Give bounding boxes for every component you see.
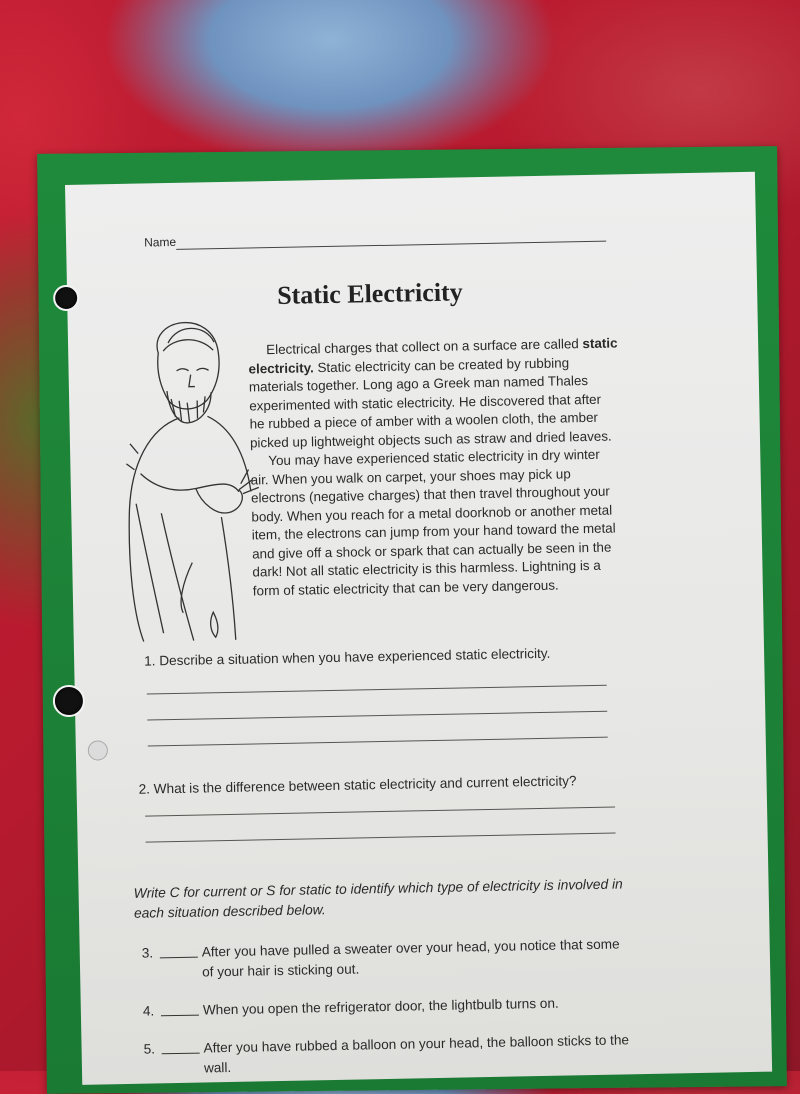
item-3	[142, 934, 663, 986]
binder-hole	[53, 685, 86, 718]
item-5	[143, 1030, 664, 1082]
item-text: When you open the refrigerator door, the lightbulb turns on.	[202, 995, 559, 1018]
item-number: 3.	[141, 945, 154, 961]
answer-line[interactable]	[147, 711, 607, 721]
item-text: After you have pulled a sweater over your head, you notice that some of your hair is sticking out.	[201, 936, 620, 980]
intro-text	[248, 334, 623, 600]
answer-blank[interactable]	[162, 1053, 200, 1055]
item-number: 5.	[143, 1041, 156, 1057]
answer-line[interactable]	[148, 737, 608, 747]
paragraph1-lead: Electrical charges that collect on a surface are called	[266, 336, 583, 358]
answer-blank[interactable]	[160, 957, 198, 959]
binder-hole	[53, 285, 79, 311]
answer-blank[interactable]	[161, 1015, 199, 1017]
paragraph1-rest: Static electricity can be created by rubbing materials together. Long ago a Greek man named Thales experimented with static electricity. He discovered that after he rubbed a piece of amber with a woolen cloth, the amber picked up lightweight objects such as straw and dried leaves.	[248, 354, 612, 450]
worksheet-page	[65, 172, 772, 1085]
answer-line[interactable]	[145, 807, 615, 817]
paragraph2: You may have experienced static electricity in dry winter air. When you walk on carpet, your shoes may pick up electrons (negative charges) that then travel throughout your body. When you reach for a metal doorknob or another metal item, the electrons can jump from your hand toward the metal and give off a shock or spark that can actually be seen in the dark! Not all static electricity is this harmless. Lightning is a form of static electricity that can be very dangerous.	[250, 446, 616, 598]
answer-line[interactable]	[146, 833, 616, 843]
binder-hole	[88, 740, 108, 760]
name-line[interactable]	[176, 241, 606, 250]
thales-illustration	[117, 311, 263, 644]
question-2: 2. What is the difference between static electricity and current electricity?	[138, 773, 577, 797]
instructions: Write C for current or S for static to identify which type of electricity is involved in each situation described below.	[133, 876, 623, 921]
paragraph1-bold-term: static electricity.	[248, 335, 618, 377]
item-number: 4.	[142, 1003, 155, 1019]
item-text: After you have rubbed a balloon on your head, the balloon sticks to the wall.	[203, 1032, 630, 1076]
question-1: 1. Describe a situation when you have experienced static electricity.	[144, 645, 551, 669]
answer-line[interactable]	[147, 685, 607, 695]
item-4	[143, 992, 663, 1024]
name-label: Name	[143, 234, 177, 250]
worksheet-title: Static Electricity	[276, 277, 463, 310]
